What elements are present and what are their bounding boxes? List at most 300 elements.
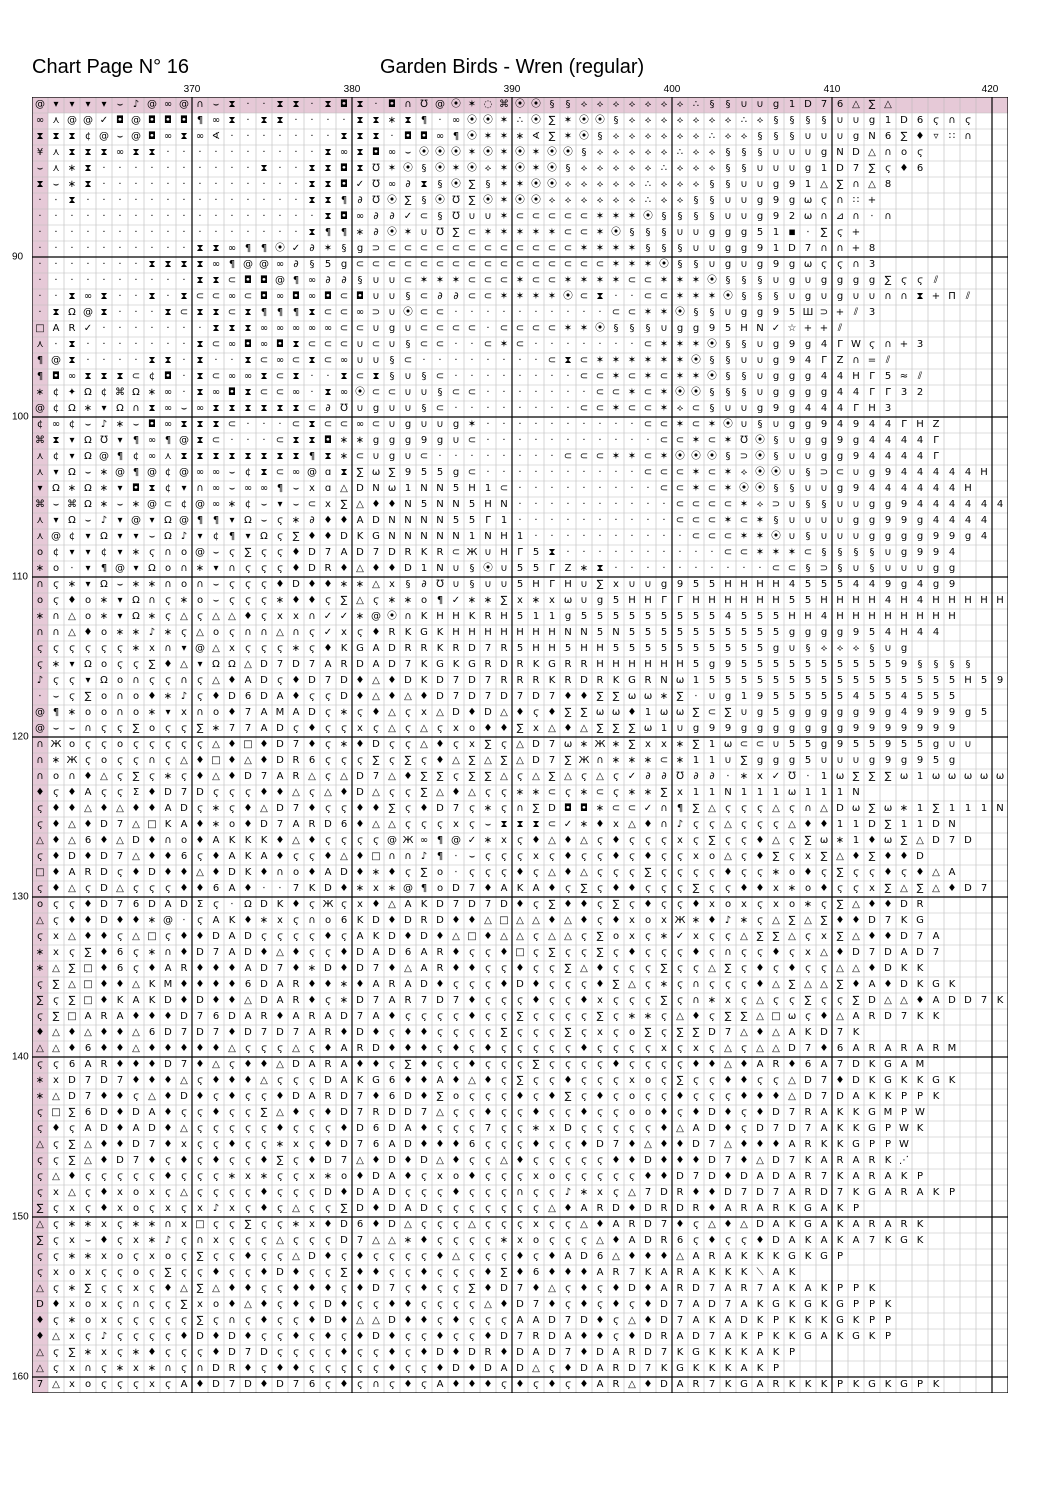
stitch-symbol: 7 — [244, 707, 252, 718]
stitch-symbol: ϛ — [453, 739, 459, 750]
stitch-symbol: D — [292, 579, 300, 590]
stitch-symbol: R — [404, 547, 412, 558]
stitch-symbol: ⧗ — [292, 371, 300, 382]
stitch-symbol: 5 — [772, 675, 780, 686]
stitch-symbol: ⧗ — [292, 403, 300, 414]
stitch-symbol: 1 — [916, 771, 924, 782]
stitch-symbol: ♦ — [387, 1043, 397, 1054]
stitch-symbol: g — [388, 323, 396, 334]
stitch-symbol: ϛ — [373, 1299, 379, 1310]
stitch-symbol: x — [53, 1075, 59, 1086]
stitch-symbol: ⟡ — [692, 147, 700, 158]
stitch-symbol: ϛ — [517, 1203, 523, 1214]
stitch-symbol: 7 — [516, 1331, 524, 1342]
stitch-symbol: ⦿ — [387, 195, 397, 206]
stitch-symbol: ♦ — [483, 1379, 493, 1390]
stitch-symbol: ⌣ — [52, 691, 60, 702]
stitch-symbol: ϛ — [501, 995, 507, 1006]
stitch-symbol: ⦿ — [387, 611, 397, 622]
stitch-symbol: R — [676, 1283, 684, 1294]
stitch-symbol: ✶ — [579, 275, 589, 286]
stitch-symbol: ϛ — [565, 995, 571, 1006]
stitch-symbol: ∗ — [403, 595, 413, 606]
stitch-symbol: ⧗ — [324, 147, 332, 158]
stitch-symbol: ♦ — [723, 1123, 733, 1134]
stitch-symbol: ♦ — [147, 1347, 157, 1358]
stitch-symbol: 7 — [372, 963, 380, 974]
stitch-symbol: ∗ — [83, 1347, 93, 1358]
stitch-symbol: ⟡ — [580, 195, 588, 206]
stitch-symbol: ϛ — [277, 1171, 283, 1182]
stitch-symbol: ϛ — [693, 819, 699, 830]
stitch-symbol: ϛ — [101, 787, 107, 798]
stitch-symbol: Ж — [322, 899, 334, 910]
stitch-symbol: ⊂ — [499, 323, 509, 334]
stitch-symbol: · — [38, 227, 42, 238]
stitch-symbol: ♦ — [243, 1059, 253, 1070]
stitch-symbol: R — [740, 1283, 748, 1294]
stitch-symbol: ♦ — [419, 1075, 429, 1086]
stitch-symbol: ⋅ — [54, 195, 58, 206]
stitch-symbol: ϛ — [501, 1043, 507, 1054]
stitch-symbol: ⧗ — [564, 355, 572, 366]
stitch-symbol: g — [372, 435, 380, 446]
stitch-symbol: o — [724, 899, 732, 910]
stitch-symbol: ⊂ — [579, 403, 589, 414]
stitch-symbol: A — [804, 1283, 812, 1294]
stitch-symbol: ⊂ — [275, 467, 285, 478]
stitch-symbol: ⌣ — [84, 515, 92, 526]
stitch-symbol: D — [484, 707, 492, 718]
stitch-symbol: ϛ — [245, 1315, 251, 1326]
stitch-symbol: ∑ — [84, 1283, 92, 1294]
stitch-symbol: A — [884, 1043, 892, 1054]
stitch-symbol: ♦ — [387, 867, 397, 878]
stitch-symbol: ⋅ — [182, 915, 186, 926]
stitch-symbol: ∞ — [259, 339, 269, 350]
cross-stitch-chart-grid — [32, 97, 1006, 1396]
stitch-symbol: § — [757, 291, 763, 302]
stitch-symbol: D — [404, 915, 412, 926]
stitch-symbol: ⊂ — [355, 323, 365, 334]
stitch-symbol: ♦ — [227, 1283, 237, 1294]
stitch-symbol: △ — [356, 499, 364, 510]
stitch-symbol: ∞ — [451, 115, 461, 126]
stitch-symbol: ♪ — [724, 915, 732, 926]
stitch-symbol: x — [517, 1235, 523, 1246]
stitch-symbol: ⊂ — [723, 499, 733, 510]
stitch-symbol: ⊂ — [515, 323, 525, 334]
stitch-symbol: H — [772, 579, 780, 590]
stitch-symbol: ♦ — [195, 819, 205, 830]
stitch-symbol: ▾ — [197, 531, 203, 542]
stitch-symbol: ϛ — [517, 1059, 523, 1070]
stitch-symbol: D — [580, 675, 588, 686]
stitch-symbol: ⧗ — [356, 115, 364, 126]
stitch-symbol: ✓ — [563, 819, 573, 830]
stitch-symbol: □ — [467, 931, 477, 942]
stitch-symbol: ϛ — [677, 899, 683, 910]
stitch-symbol: ▾ — [101, 99, 107, 110]
column-number-390: 390 — [503, 84, 521, 95]
stitch-symbol: ϛ — [149, 739, 155, 750]
stitch-symbol: A — [132, 995, 140, 1006]
stitch-symbol: § — [437, 211, 443, 222]
stitch-symbol: 6 — [84, 835, 92, 846]
stitch-symbol: H — [436, 611, 444, 622]
stitch-symbol: ϛ — [101, 739, 107, 750]
stitch-symbol: § — [741, 163, 747, 174]
stitch-symbol: △ — [276, 1235, 284, 1246]
stitch-symbol: D — [852, 947, 860, 958]
stitch-symbol: · — [454, 371, 458, 382]
stitch-symbol: ∞ — [307, 323, 317, 334]
stitch-symbol: G — [916, 915, 924, 926]
stitch-symbol: △ — [468, 787, 476, 798]
stitch-symbol: ⊂ — [739, 515, 749, 526]
stitch-symbol: o — [196, 595, 204, 606]
stitch-symbol: △ — [516, 931, 524, 942]
stitch-symbol: H — [964, 483, 972, 494]
stitch-symbol: D — [484, 1363, 492, 1374]
stitch-symbol: ϛ — [293, 851, 299, 862]
stitch-symbol: ♦ — [371, 499, 381, 510]
stitch-symbol: · — [486, 435, 490, 446]
stitch-symbol: 5 — [612, 611, 620, 622]
stitch-symbol: g — [724, 691, 732, 702]
stitch-symbol: △ — [180, 1283, 188, 1294]
stitch-symbol: ∑ — [404, 755, 412, 766]
stitch-symbol: ♦ — [803, 819, 813, 830]
stitch-symbol: x — [773, 883, 779, 894]
stitch-symbol: · — [566, 547, 570, 558]
stitch-symbol: ∑ — [420, 867, 428, 878]
stitch-symbol: ∑ — [84, 691, 92, 702]
stitch-symbol: ♦ — [483, 1331, 493, 1342]
stitch-symbol: · — [630, 467, 634, 478]
stitch-symbol: ✶ — [627, 259, 637, 270]
stitch-symbol: ∞ — [307, 275, 317, 286]
stitch-symbol: ⋅ — [278, 883, 282, 894]
stitch-symbol: 7 — [196, 1011, 204, 1022]
stitch-symbol: · — [118, 195, 122, 206]
stitch-symbol: ϛ — [213, 1139, 219, 1150]
stitch-symbol: △ — [132, 1043, 140, 1054]
stitch-symbol: ∗ — [147, 1219, 157, 1230]
stitch-symbol: ⊿ — [835, 211, 845, 222]
stitch-symbol: ϛ — [181, 1171, 187, 1182]
stitch-symbol: K — [836, 1235, 844, 1246]
stitch-symbol: · — [150, 195, 154, 206]
stitch-symbol: ϛ — [85, 1203, 91, 1214]
stitch-symbol: ♦ — [243, 1331, 253, 1342]
stitch-symbol: △ — [548, 835, 556, 846]
stitch-symbol: ϛ — [629, 1123, 635, 1134]
stitch-symbol: · — [502, 467, 506, 478]
stitch-symbol: ϛ — [469, 947, 475, 958]
stitch-symbol: ϛ — [501, 1123, 507, 1134]
stitch-symbol: ∪ — [420, 227, 428, 238]
stitch-symbol: · — [150, 323, 154, 334]
stitch-symbol: · — [550, 531, 554, 542]
stitch-symbol: D — [548, 1315, 556, 1326]
stitch-symbol: o — [36, 547, 44, 558]
stitch-symbol: G — [740, 1379, 748, 1390]
stitch-symbol: ∗ — [131, 579, 141, 590]
stitch-symbol: H — [548, 627, 556, 638]
stitch-symbol: H — [532, 643, 540, 654]
stitch-symbol: 5 — [948, 675, 956, 686]
stitch-symbol: D — [388, 1315, 396, 1326]
stitch-symbol: D — [708, 1107, 716, 1118]
stitch-symbol: ∑ — [436, 1091, 444, 1102]
stitch-symbol: ∑ — [884, 771, 892, 782]
stitch-symbol: ϛ — [165, 755, 171, 766]
stitch-symbol: o — [212, 707, 220, 718]
stitch-symbol: ∗ — [643, 1011, 653, 1022]
stitch-symbol: ϛ — [229, 1059, 235, 1070]
stitch-symbol: K — [868, 1091, 876, 1102]
stitch-symbol: ∩ — [196, 579, 204, 590]
stitch-symbol: ¢ — [68, 419, 76, 430]
stitch-symbol: · — [38, 243, 42, 254]
stitch-symbol: 7 — [132, 1155, 140, 1166]
stitch-symbol: g — [852, 435, 860, 446]
stitch-symbol: · — [182, 339, 186, 350]
stitch-symbol: ♦ — [563, 867, 573, 878]
stitch-symbol: ∑ — [388, 467, 396, 478]
stitch-symbol: ϛ — [37, 643, 43, 654]
stitch-symbol: ¶ — [196, 515, 204, 526]
stitch-symbol: ✶ — [755, 531, 765, 542]
stitch-symbol: 1 — [740, 787, 748, 798]
stitch-symbol: ∪ — [756, 179, 764, 190]
stitch-symbol: § — [773, 515, 779, 526]
stitch-symbol: D — [468, 643, 476, 654]
stitch-symbol: ∩ — [52, 627, 60, 638]
stitch-symbol: ♦ — [515, 1091, 525, 1102]
stitch-symbol: ♦ — [115, 1059, 125, 1070]
stitch-symbol: A — [276, 771, 284, 782]
stitch-symbol: § — [869, 547, 875, 558]
stitch-symbol: ♦ — [755, 963, 765, 974]
stitch-symbol: ϛ — [133, 883, 139, 894]
stitch-symbol: ⊂ — [435, 323, 445, 334]
stitch-symbol: § — [821, 115, 827, 126]
stitch-symbol: 7 — [772, 1187, 780, 1198]
stitch-symbol: ∑ — [692, 883, 700, 894]
stitch-symbol: ♦ — [275, 1123, 285, 1134]
stitch-symbol: ∑ — [884, 819, 892, 830]
stitch-symbol: D — [804, 99, 812, 110]
stitch-symbol: ϛ — [469, 1027, 475, 1038]
stitch-symbol: · — [166, 195, 170, 206]
stitch-symbol: ∪ — [852, 467, 860, 478]
stitch-symbol: ⌣ — [84, 1235, 92, 1246]
stitch-symbol: 4 — [916, 579, 924, 590]
stitch-symbol: ∩ — [884, 147, 892, 158]
stitch-symbol: ∗ — [499, 1235, 509, 1246]
stitch-symbol: H — [964, 675, 972, 686]
stitch-symbol: · — [534, 403, 538, 414]
stitch-symbol: · — [678, 531, 682, 542]
stitch-symbol: § — [741, 387, 747, 398]
stitch-symbol: ♦ — [355, 1331, 365, 1342]
stitch-symbol: · — [118, 307, 122, 318]
stitch-symbol: ϛ — [245, 1267, 251, 1278]
stitch-symbol: ∩ — [852, 179, 860, 190]
stitch-symbol: 9 — [916, 547, 924, 558]
stitch-symbol: ⧗ — [68, 355, 76, 366]
stitch-symbol: ϛ — [53, 1235, 59, 1246]
stitch-symbol: ⦿ — [611, 227, 621, 238]
stitch-symbol: x — [181, 707, 187, 718]
stitch-symbol: ¶ — [308, 451, 316, 462]
stitch-symbol: △ — [484, 755, 492, 766]
stitch-symbol: N — [452, 531, 460, 542]
stitch-symbol: H — [564, 579, 572, 590]
stitch-symbol: ⧗ — [356, 131, 364, 142]
stitch-symbol: 4 — [804, 403, 812, 414]
stitch-symbol: R — [804, 1187, 812, 1198]
stitch-symbol: ♦ — [355, 867, 365, 878]
stitch-symbol: 5 — [932, 755, 940, 766]
stitch-symbol: ω — [851, 803, 861, 814]
stitch-symbol: ϛ — [629, 867, 635, 878]
stitch-symbol: ∞ — [147, 435, 157, 446]
stitch-symbol: △ — [708, 1219, 716, 1230]
stitch-symbol: R — [404, 995, 412, 1006]
stitch-symbol: ∪ — [388, 291, 396, 302]
stitch-symbol: g — [660, 579, 668, 590]
stitch-symbol: ♦ — [115, 979, 125, 990]
stitch-symbol: ♦ — [387, 1347, 397, 1358]
stitch-symbol: D — [900, 115, 908, 126]
stitch-symbol: A — [820, 1235, 828, 1246]
stitch-symbol: § — [725, 147, 731, 158]
stitch-symbol: ⧗ — [148, 291, 156, 302]
stitch-symbol: Ω — [100, 531, 108, 542]
stitch-symbol: ∑ — [468, 1283, 476, 1294]
stitch-symbol: ϛ — [661, 883, 667, 894]
stitch-symbol: ¶ — [196, 115, 204, 126]
stitch-symbol: G — [884, 1075, 892, 1086]
stitch-symbol: ∑ — [884, 883, 892, 894]
stitch-symbol: ∗ — [67, 1251, 77, 1262]
stitch-symbol: @ — [99, 451, 109, 462]
stitch-symbol: ♦ — [179, 1331, 189, 1342]
stitch-symbol: ϛ — [853, 883, 859, 894]
stitch-symbol: ∗ — [131, 1219, 141, 1230]
stitch-symbol: ⟡ — [628, 131, 636, 142]
stitch-symbol: ¢ — [132, 451, 140, 462]
stitch-symbol: x — [53, 947, 59, 958]
stitch-symbol: ∪ — [852, 115, 860, 126]
stitch-symbol: A — [260, 723, 268, 734]
stitch-symbol: ⌣ — [404, 147, 412, 158]
stitch-symbol: § — [709, 355, 715, 366]
stitch-symbol: 5 — [516, 611, 524, 622]
stitch-symbol: ⊂ — [739, 547, 749, 558]
stitch-symbol: § — [581, 147, 587, 158]
stitch-symbol: ϛ — [533, 963, 539, 974]
stitch-symbol: ϛ — [261, 1123, 267, 1134]
stitch-symbol: § — [805, 115, 811, 126]
stitch-symbol: D — [292, 659, 300, 670]
stitch-symbol: K — [788, 1267, 796, 1278]
stitch-symbol: ϛ — [85, 643, 91, 654]
stitch-symbol: D — [324, 1187, 332, 1198]
stitch-symbol: K — [836, 1107, 844, 1118]
stitch-symbol: ⧗ — [148, 403, 156, 414]
stitch-symbol: H — [788, 611, 796, 622]
stitch-symbol: 5 — [420, 467, 428, 478]
stitch-symbol: @ — [195, 547, 205, 558]
stitch-symbol: ♦ — [355, 691, 365, 702]
stitch-symbol: 6 — [308, 1379, 316, 1390]
stitch-symbol: · — [182, 227, 186, 238]
stitch-symbol: ♦ — [163, 867, 173, 878]
stitch-symbol: ✶ — [611, 211, 621, 222]
stitch-symbol: 7 — [340, 1155, 348, 1166]
stitch-symbol: △ — [292, 787, 300, 798]
stitch-symbol: · — [678, 563, 682, 574]
stitch-symbol: ϛ — [709, 867, 715, 878]
stitch-symbol: ⊂ — [355, 259, 365, 270]
stitch-symbol: ♦ — [195, 979, 205, 990]
stitch-symbol: ♦ — [227, 1075, 237, 1086]
stitch-symbol: ♦ — [451, 1075, 461, 1086]
stitch-symbol: △ — [548, 723, 556, 734]
stitch-symbol: ⊂ — [307, 499, 317, 510]
stitch-symbol: 7 — [324, 547, 332, 558]
stitch-symbol: ♦ — [883, 899, 893, 910]
stitch-symbol: ∑ — [532, 1059, 540, 1070]
stitch-symbol: 4 — [964, 467, 972, 478]
stitch-symbol: K — [820, 1299, 828, 1310]
stitch-symbol: · — [150, 227, 154, 238]
stitch-symbol: 9 — [820, 419, 828, 430]
stitch-symbol: · — [614, 547, 618, 558]
stitch-symbol: ∪ — [788, 451, 796, 462]
stitch-symbol: ✶ — [499, 131, 509, 142]
stitch-symbol: K — [820, 1315, 828, 1326]
stitch-symbol: ∑ — [244, 1219, 252, 1230]
stitch-symbol: ⦿ — [755, 467, 765, 478]
stitch-symbol: · — [230, 355, 234, 366]
stitch-symbol: ϛ — [597, 1123, 603, 1134]
stitch-symbol: · — [454, 451, 458, 462]
stitch-symbol: · — [38, 259, 42, 270]
stitch-symbol: ϛ — [741, 867, 747, 878]
stitch-symbol: ϛ — [149, 1283, 155, 1294]
stitch-symbol: D — [356, 787, 364, 798]
stitch-symbol: Γ — [869, 387, 875, 398]
stitch-symbol: Γ — [901, 419, 907, 430]
stitch-symbol: △ — [628, 819, 636, 830]
stitch-symbol: · — [262, 227, 266, 238]
stitch-symbol: R — [692, 1203, 700, 1214]
stitch-symbol: M — [947, 1043, 957, 1054]
stitch-symbol: ∗ — [259, 1171, 269, 1182]
stitch-symbol: ϛ — [709, 1075, 715, 1086]
stitch-symbol: ♦ — [243, 611, 253, 622]
stitch-symbol: ♦ — [195, 1059, 205, 1070]
stitch-symbol: D — [644, 1331, 652, 1342]
stitch-symbol: ∪ — [820, 515, 828, 526]
stitch-symbol: ϛ — [293, 915, 299, 926]
stitch-symbol: o — [644, 1107, 652, 1118]
